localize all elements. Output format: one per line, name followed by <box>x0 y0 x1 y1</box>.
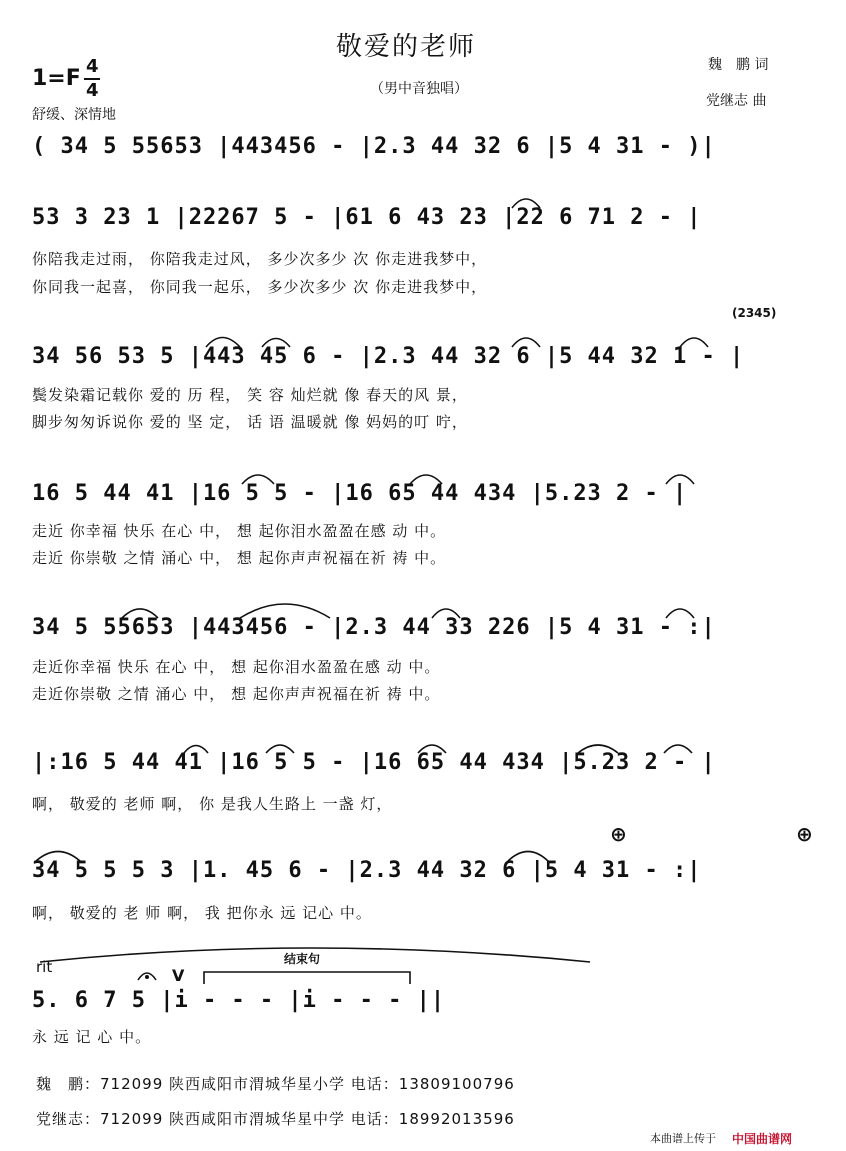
contact-composer: 党继志：712099 陕西咸阳市渭城华星中学 电话：18992013596 <box>36 1110 515 1128</box>
ending-label: 结束句 <box>284 952 321 966</box>
slur-row-3-b <box>262 339 290 348</box>
contact-lyricist: 魏 鹏：712099 陕西咸阳市渭城华星小学 电话：13809100796 <box>36 1075 515 1093</box>
slur-row-6-e <box>664 745 692 753</box>
slur-row-4-b <box>410 475 442 484</box>
slur-row-6-b <box>266 745 294 753</box>
page-title: 敬爱的老师 <box>336 32 477 62</box>
slur-row-3-a <box>206 338 240 348</box>
lyric-row-3-verse-1: 鬓发染霜记载你 爱的 历 程， 笑 容 灿烂就 像 春天的风 景， <box>32 386 468 404</box>
slur-row-5-a <box>122 609 158 618</box>
lyric-row-2-verse-2: 你同我一起喜， 你同我一起乐， 多少次多少 次 你走进我梦中， <box>32 278 488 296</box>
slur-row-5-c <box>432 609 460 618</box>
slur-row-6-c <box>418 745 446 753</box>
time-signature-bottom: 4 <box>86 80 99 101</box>
lyric-row-7: 啊， 敬爱的 老 师 啊， 我 把你永 远 记心 中。 <box>32 904 372 922</box>
ending-bracket <box>204 972 410 984</box>
slur-row-4-c <box>666 475 694 484</box>
music-row-2: 53 3 23 1 |22267 5 - |61 6 43 23 |22 6 71 2 - | <box>32 205 702 230</box>
time-signature-top: 4 <box>86 56 99 77</box>
slur-row-7-a <box>36 852 80 862</box>
coda-symbol-2: ⊕ <box>796 822 813 846</box>
coda-symbol-1: ⊕ <box>610 822 627 846</box>
slur-row-7-b <box>508 852 548 862</box>
music-row-7: 34 5 5 5 3 |1. 45 6 - |2.3 44 32 6 |5 4 31 - :| <box>32 858 702 883</box>
music-row-8: 5. 6 7 5 |i - - - |i - - - || <box>32 988 446 1013</box>
music-row-4: 16 5 44 41 |16 5 5 - |16 65 44 434 |5.23 2 - | <box>32 481 688 506</box>
site-logo-text: 中国曲谱网 <box>732 1132 793 1146</box>
lyricist: 魏 鹏 词 <box>708 57 769 73</box>
lyric-row-8: 永 远 记 心 中。 <box>32 1028 152 1046</box>
slur-row-5-d <box>666 609 694 618</box>
lyric-row-3-verse-2: 脚步匆匆诉说你 爱的 坚 定， 话 语 温暖就 像 妈妈的叮 咛， <box>32 413 468 431</box>
slur-row-5-b <box>240 604 330 618</box>
slur-row-3-d <box>680 338 708 347</box>
lyric-row-5-verse-2: 走近你崇敬 之情 涌心 中， 想 起你声声祝福在祈 祷 中。 <box>32 685 441 703</box>
music-row-1: ( 34 5 55653 |443456 - |2.3 44 32 6 |5 4 31 - )| <box>32 134 716 159</box>
upload-note: 本曲谱上传于 <box>650 1132 716 1145</box>
lyric-row-4-verse-1: 走近 你幸福 快乐 在心 中， 想 起你泪水盈盈在感 动 中。 <box>32 522 447 540</box>
rit-slur <box>40 948 590 962</box>
lyric-row-4-verse-2: 走近 你崇敬 之情 涌心 中， 想 起你声声祝福在祈 祷 中。 <box>32 549 447 567</box>
tempo-mark: 舒缓、深情地 <box>32 107 116 123</box>
music-row-3: 34 56 53 5 |443 45 6 - |2.3 44 32 6 |5 44 32 1 - | <box>32 344 745 369</box>
slur-row-4-a <box>242 475 274 484</box>
key-signature: 1=F <box>32 66 81 91</box>
music-row-6: |:16 5 44 41 |16 5 5 - |16 65 44 434 |5.23 2 - | <box>32 750 716 775</box>
lyric-row-5-verse-1: 走近你幸福 快乐 在心 中， 想 起你泪水盈盈在感 动 中。 <box>32 658 441 676</box>
composer: 党继志 曲 <box>706 93 767 109</box>
lyric-row-2-verse-1: 你陪我走过雨， 你陪我走过风， 多少次多少 次 你走进我梦中， <box>32 250 488 268</box>
ornament-annotation: (2345) <box>732 306 777 320</box>
slur-row-3-c <box>512 338 540 347</box>
breath-mark: V <box>172 966 185 985</box>
slur-row-6-d <box>578 745 618 753</box>
fermata-dot <box>145 975 149 979</box>
music-row-5: 34 5 55653 |443456 - |2.3 44 33 226 |5 4 31 - :| <box>32 615 716 640</box>
rit-marking: rit <box>36 958 53 976</box>
subtitle: （男中音独唱） <box>370 81 468 97</box>
slur-row-6-a <box>184 746 208 754</box>
slur-row-2 <box>512 199 540 208</box>
lyric-row-6: 啊， 敬爱的 老师 啊， 你 是我人生路上 一盏 灯， <box>32 795 393 813</box>
